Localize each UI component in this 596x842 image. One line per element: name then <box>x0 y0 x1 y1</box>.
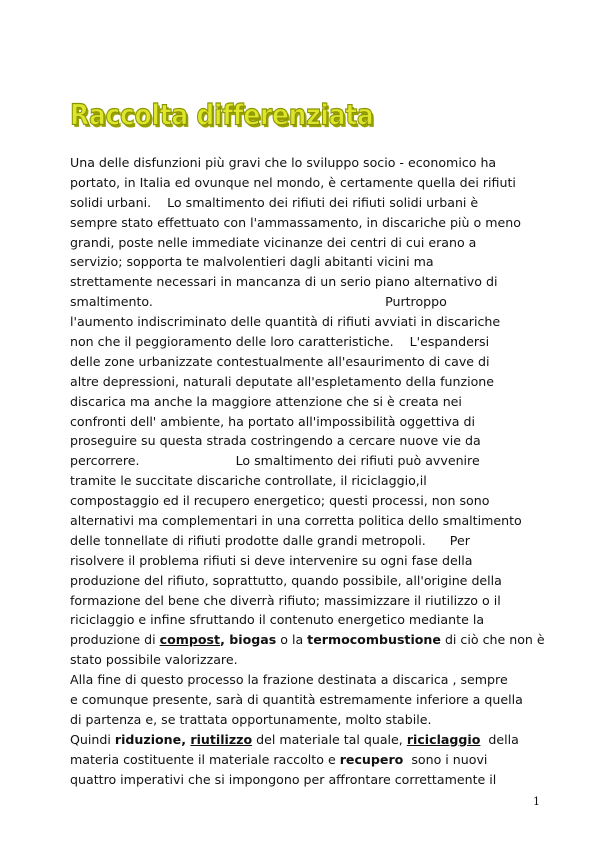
bold-term: biogas <box>229 632 277 648</box>
text-line <box>70 610 540 630</box>
text-line <box>70 551 540 571</box>
text-line <box>70 352 540 372</box>
text-span: smaltimento. Purtroppo <box>70 294 447 310</box>
text-span: solidi urbani. Lo smaltimento dei rifiuti dei rifiuti solidi urbani è <box>70 194 479 210</box>
text-span: Una delle disfunzioni più gravi che lo sviluppo socio - economico ha <box>70 155 497 170</box>
text-line <box>70 710 540 730</box>
text-span: risolvere il problema rifiuti si deve intervenire su ogni fase della <box>70 552 473 568</box>
text-span: strettamente necessari in mancanza di un serio piano alternativo di <box>70 274 498 290</box>
text-span: alternativi ma complementari in una corretta politica dello smaltimento <box>70 513 522 529</box>
text-span: materia costituente il materiale raccolto e <box>70 751 340 767</box>
bold-term: , <box>220 632 230 648</box>
text-span: altre depressioni, naturali deputate all'espletamento della funzione <box>70 373 495 389</box>
text-span: sono i nuovi <box>403 751 488 767</box>
text-span: produzione di <box>70 632 160 648</box>
text-span: tramite le succitate discariche controllate, il riciclaggio,il <box>70 473 427 489</box>
text-line <box>70 630 545 650</box>
text-line <box>70 730 540 750</box>
text-line <box>70 332 540 352</box>
document-title: Raccolta differenziata <box>70 98 374 132</box>
text-span: produzione del rifiuto, soprattutto, quando possibile, all'origine della <box>70 572 502 588</box>
text-line <box>70 292 540 312</box>
text-line <box>70 312 540 332</box>
bold-term: recupero <box>339 751 404 767</box>
text-line <box>70 770 540 790</box>
text-line <box>70 750 540 770</box>
text-span: di partenza e, se trattata opportunamente, molto stabile. <box>70 711 432 727</box>
text-span: della <box>480 731 519 747</box>
bold-term: riduzione, <box>114 731 191 747</box>
text-span: l'aumento indiscriminato delle quantità di rifiuti avviati in discariche <box>70 314 501 330</box>
text-line <box>70 531 540 551</box>
text-line <box>70 153 540 173</box>
text-span: riciclaggio e infine sfruttando il contenuto energetico mediante la <box>70 612 485 628</box>
body-text <box>70 153 545 790</box>
text-line <box>70 511 540 531</box>
text-span: percorrere. Lo smaltimento dei rifiuti può avvenire <box>70 453 480 469</box>
text-span: e comunque presente, sarà di quantità estremamente inferiore a quella <box>70 692 523 708</box>
text-span: quattro imperativi che si impongono per affrontare correttamente il <box>70 771 497 787</box>
bold-term: termocombustione <box>307 632 441 648</box>
text-line <box>70 193 540 213</box>
text-line <box>70 571 540 591</box>
bold-term: riciclaggio <box>406 731 481 747</box>
text-line <box>70 591 540 611</box>
text-line <box>70 451 540 471</box>
text-line <box>70 213 540 233</box>
text-span: di ciò che non è <box>440 632 545 648</box>
text-span: proseguire su questa strada costringendo a cercare nuove vie da <box>70 433 481 449</box>
text-line <box>70 272 540 292</box>
bold-term: riutilizzo <box>190 731 253 747</box>
text-line <box>70 233 540 253</box>
text-line <box>70 392 540 412</box>
text-span: confronti dell' ambiente, ha portato all'impossibilità oggettiva di <box>70 413 475 429</box>
text-line <box>70 173 540 193</box>
text-span: stato possibile valorizzare. <box>70 652 238 668</box>
text-line <box>70 690 540 710</box>
text-span: non che il peggioramento delle loro caratteristiche. L'espandersi <box>70 334 490 350</box>
text-span: Quindi <box>70 731 115 747</box>
text-line <box>70 650 540 670</box>
text-span: o la <box>276 632 308 648</box>
text-span: delle tonnellate di rifiuti prodotte dalle grandi metropoli. Per <box>70 532 470 548</box>
page-number: 1 <box>533 795 540 808</box>
text-span: discarica ma anche la maggiore attenzione che si è creata nei <box>70 393 462 409</box>
text-line <box>70 670 540 690</box>
text-line <box>70 431 540 451</box>
text-span: delle zone urbanizzate contestualmente all'esaurimento di cave di <box>70 353 490 369</box>
text-line <box>70 471 540 491</box>
text-span: compostaggio ed il recupero energetico; questi processi, non sono <box>70 493 490 509</box>
text-line <box>70 412 540 432</box>
text-span: formazione del bene che diverrà rifiuto; massimizzare il riutilizzo o il <box>70 592 501 608</box>
text-span: sempre stato effettuato con l'ammassamento, in discariche più o meno <box>70 214 521 230</box>
text-line <box>70 491 540 511</box>
text-span: servizio; sopporta te malvolentieri dagli abitanti vicini ma <box>70 254 434 270</box>
bold-term: compost <box>159 632 221 648</box>
text-line <box>70 372 540 392</box>
text-span: Alla fine di questo processo la frazione destinata a discarica , sempre <box>70 672 508 688</box>
text-line <box>70 252 540 272</box>
text-span: grandi, poste nelle immediate vicinanze dei centri di cui erano a <box>70 234 477 250</box>
text-span: del materiale tal quale, <box>252 731 407 747</box>
text-span: portato, in Italia ed ovunque nel mondo, è certamente quella dei rifiuti <box>70 174 516 190</box>
